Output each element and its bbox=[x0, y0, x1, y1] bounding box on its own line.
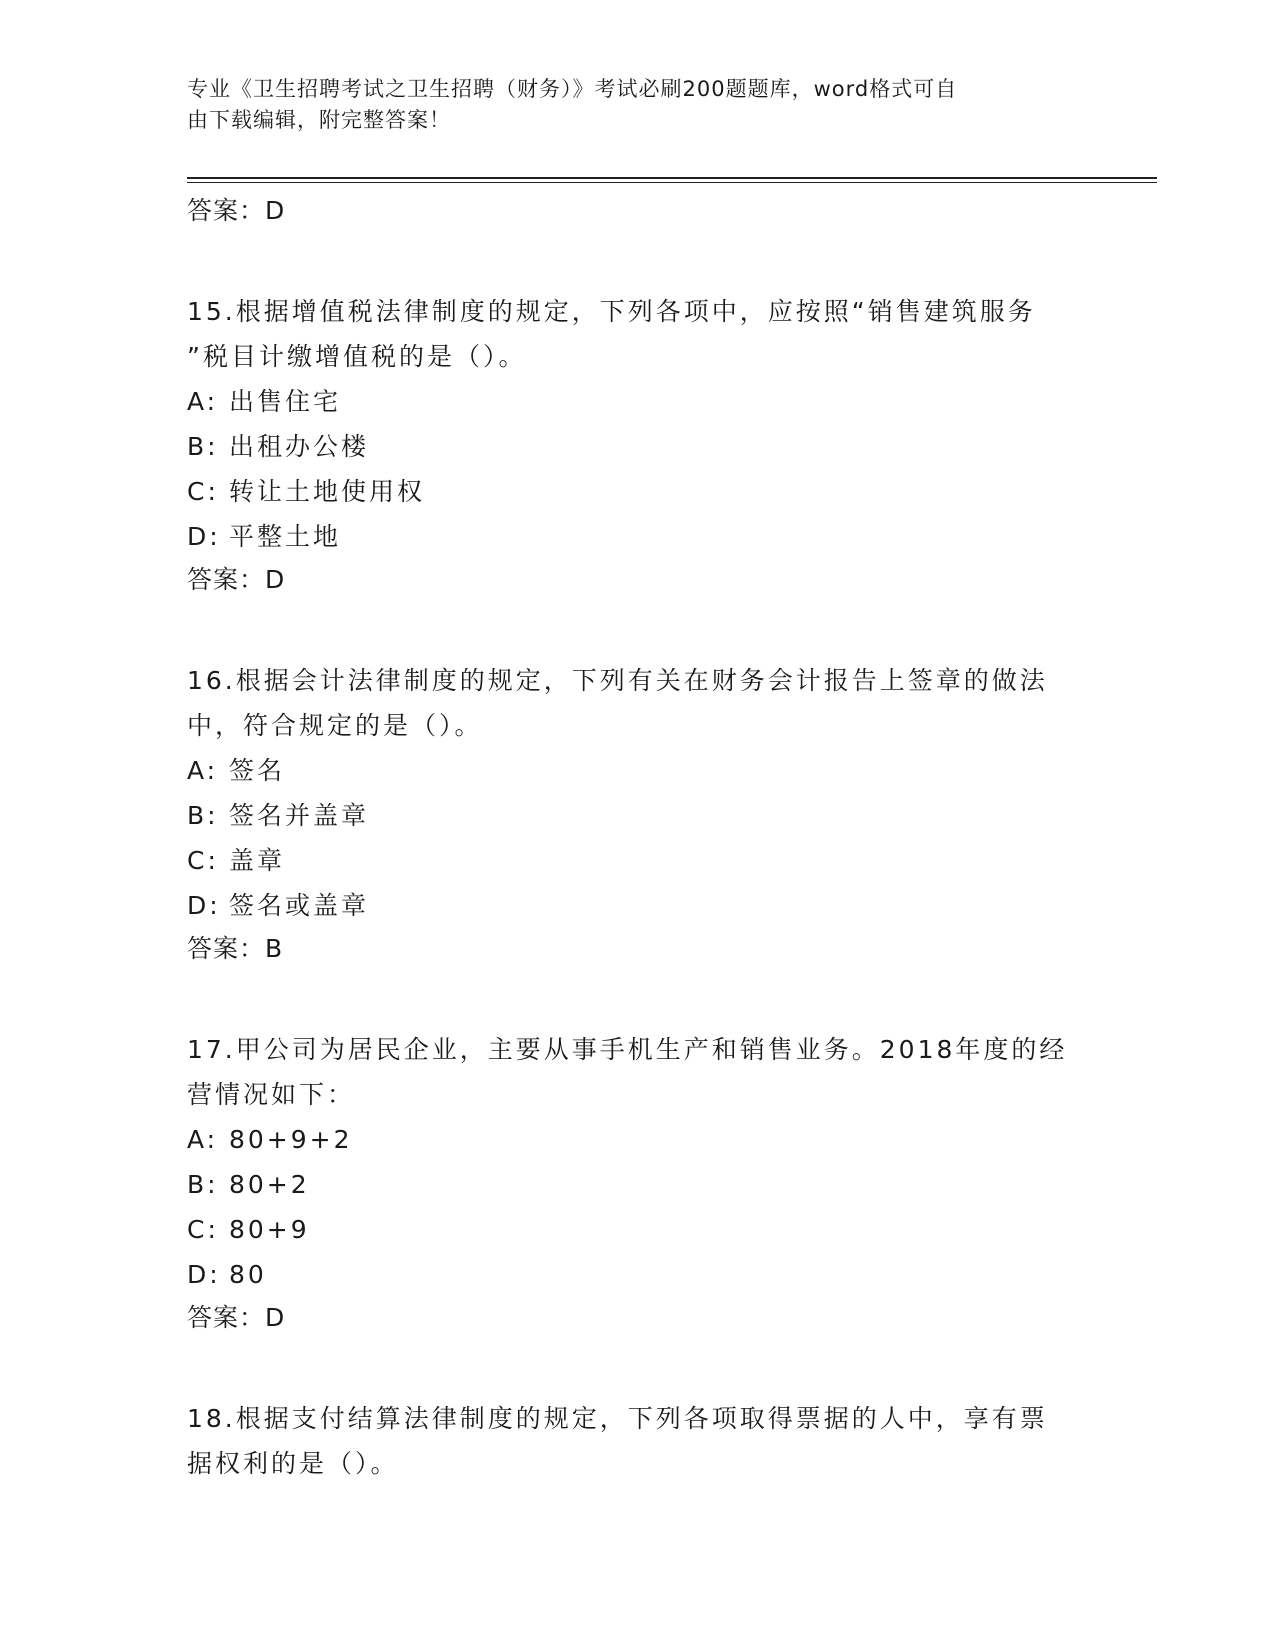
option-letter: D: bbox=[187, 891, 221, 920]
option-text: 签名或盖章 bbox=[229, 891, 370, 920]
option-text: 出售住宅 bbox=[229, 387, 342, 416]
option-text: 80+2 bbox=[229, 1170, 310, 1199]
previous-answer: 答案：D bbox=[187, 196, 286, 225]
question-line-1: 15.根据增值税法律制度的规定，下列各项中，应按照“销售建筑服务 bbox=[187, 297, 1036, 326]
header-line-1: 专业《卫生招聘考试之卫生招聘（财务）》考试必刷200题题库，word格式可自 bbox=[187, 77, 958, 101]
option-letter: B: bbox=[187, 801, 219, 830]
question-list bbox=[187, 190, 1087, 1486]
option-letter: A: bbox=[187, 756, 219, 785]
option-d bbox=[187, 514, 1087, 559]
option-text: 80+9+2 bbox=[229, 1125, 353, 1154]
option-letter: C: bbox=[187, 1215, 219, 1244]
header-divider-thick bbox=[187, 177, 1157, 179]
question-text bbox=[187, 1027, 1087, 1117]
page-header bbox=[187, 74, 1067, 136]
question-line-1: 16.根据会计法律制度的规定，下列有关在财务会计报告上签章的做法 bbox=[187, 666, 1048, 695]
question-line-2: 中，符合规定的是（）。 bbox=[187, 711, 483, 740]
question-15 bbox=[187, 289, 1087, 601]
option-letter: C: bbox=[187, 846, 219, 875]
option-a bbox=[187, 1117, 1087, 1162]
option-text: 出租办公楼 bbox=[229, 432, 370, 461]
header-line-2: 由下载编辑，附完整答案！ bbox=[187, 108, 451, 132]
option-c bbox=[187, 838, 1087, 883]
answer-line: 答案：D bbox=[187, 1303, 286, 1332]
option-c bbox=[187, 1207, 1087, 1252]
option-text: 盖章 bbox=[229, 846, 286, 875]
option-letter: C: bbox=[187, 477, 219, 506]
option-text: 80 bbox=[229, 1260, 267, 1289]
option-text: 平整土地 bbox=[229, 522, 342, 551]
question-line-1: 18.根据支付结算法律制度的规定，下列各项取得票据的人中，享有票 bbox=[187, 1404, 1048, 1433]
option-letter: D: bbox=[187, 522, 221, 551]
option-b bbox=[187, 1162, 1087, 1207]
question-line-2: 营情况如下： bbox=[187, 1080, 356, 1109]
option-text: 签名并盖章 bbox=[229, 801, 370, 830]
answer-line: 答案：B bbox=[187, 934, 284, 963]
option-letter: B: bbox=[187, 432, 219, 461]
question-text bbox=[187, 658, 1087, 748]
option-d bbox=[187, 1252, 1087, 1297]
option-letter: A: bbox=[187, 387, 219, 416]
option-letter: B: bbox=[187, 1170, 219, 1199]
option-text: 转让土地使用权 bbox=[229, 477, 426, 506]
question-line-2: ”税目计缴增值税的是（）。 bbox=[187, 342, 527, 371]
option-letter: A: bbox=[187, 1125, 219, 1154]
question-16 bbox=[187, 658, 1087, 970]
question-text bbox=[187, 1396, 1087, 1486]
option-text: 签名 bbox=[229, 756, 286, 785]
question-17 bbox=[187, 1027, 1087, 1339]
option-a bbox=[187, 379, 1087, 424]
option-b bbox=[187, 793, 1087, 838]
option-d bbox=[187, 883, 1087, 928]
option-letter: D: bbox=[187, 1260, 221, 1289]
answer-line: 答案：D bbox=[187, 565, 286, 594]
option-text: 80+9 bbox=[229, 1215, 310, 1244]
question-line-1: 17.甲公司为居民企业，主要从事手机生产和销售业务。2018年度的经 bbox=[187, 1035, 1068, 1064]
question-18 bbox=[187, 1396, 1087, 1486]
question-line-2: 据权利的是（）。 bbox=[187, 1449, 399, 1478]
question-text bbox=[187, 289, 1087, 379]
option-b bbox=[187, 424, 1087, 469]
option-a bbox=[187, 748, 1087, 793]
header-divider-thin bbox=[187, 182, 1157, 183]
option-c bbox=[187, 469, 1087, 514]
